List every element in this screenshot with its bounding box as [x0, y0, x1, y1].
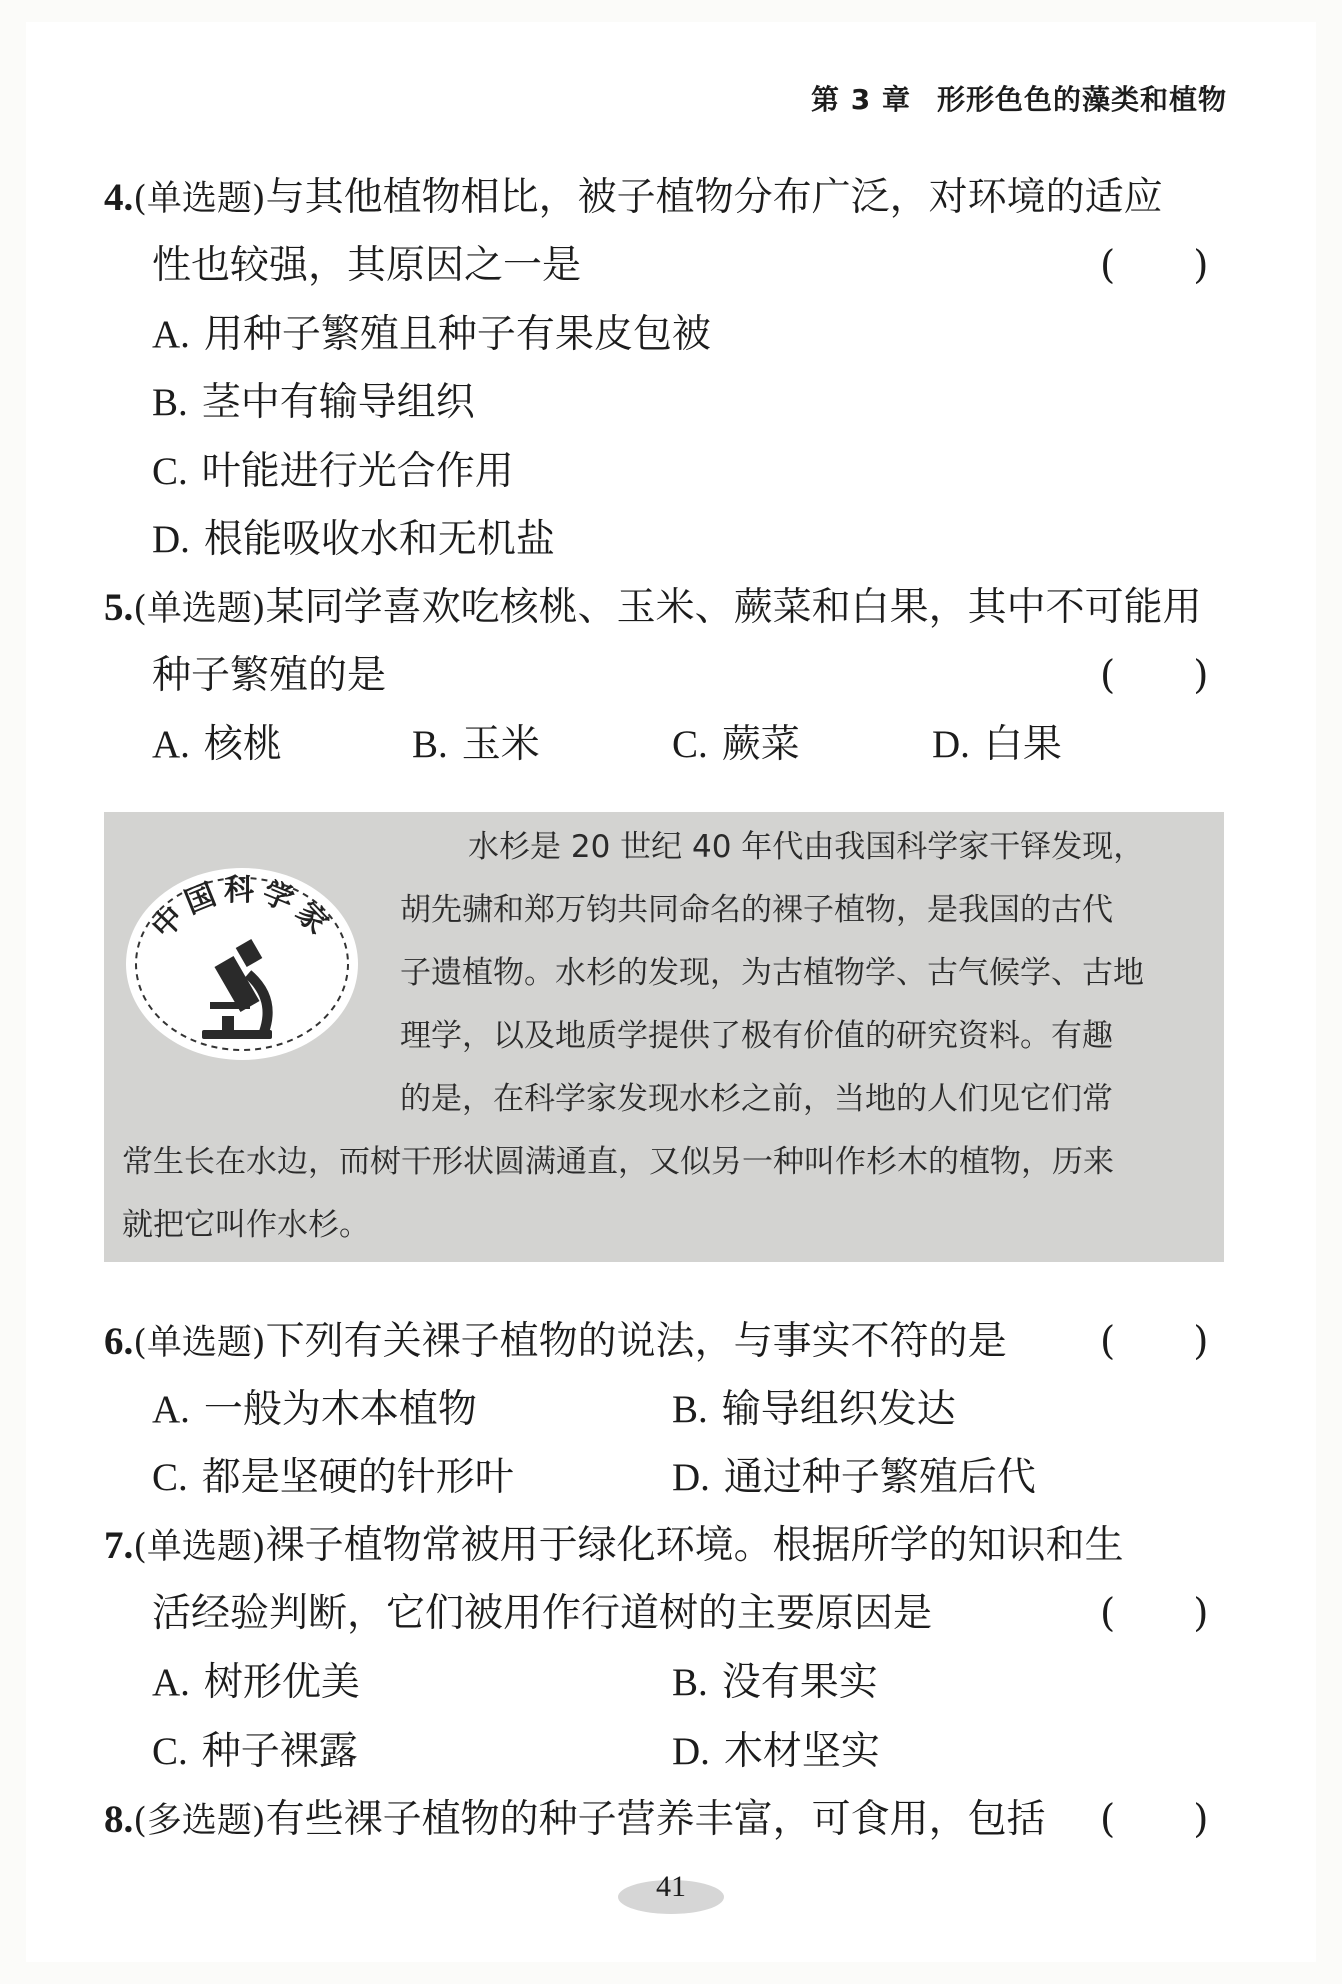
question-text-line2: 活经验判断，它们被用作行道树的主要原因是 [152, 1591, 933, 1636]
option-letter: D. [932, 723, 970, 766]
option-d [932, 722, 1062, 767]
badge-label-path: 中国科学家 [145, 873, 339, 946]
option-d [152, 517, 555, 562]
question-number: 8. [104, 1798, 134, 1841]
option-c [152, 1729, 358, 1774]
option-text: 输导组织发达 [721, 1387, 956, 1432]
answer-blank[interactable]: ( ) [1100, 1591, 1209, 1636]
chinese-scientist-badge [124, 866, 360, 1062]
question-number: 7. [104, 1524, 134, 1567]
option-letter: D. [672, 1730, 710, 1773]
option-letter: D. [672, 1456, 710, 1499]
option-b [672, 1660, 878, 1705]
option-a [152, 312, 711, 357]
chapter-title: 形形色色的藻类和植物 [936, 83, 1227, 116]
option-c [672, 722, 800, 767]
option-letter: A. [152, 723, 190, 766]
option-text: 一般为木本植物 [203, 1387, 477, 1432]
option-letter: B. [412, 723, 448, 766]
option-letter: D. [152, 518, 190, 561]
option-text: 白果 [983, 722, 1062, 767]
question-text-line1: 与其他植物相比，被子植物分布广泛，对环境的适应 [265, 175, 1163, 220]
question-type: (单选题) [133, 1527, 266, 1567]
option-d [672, 1455, 1036, 1500]
question-number: 6. [104, 1320, 134, 1363]
option-c [152, 1455, 514, 1500]
option-letter: B. [152, 381, 188, 424]
answer-blank[interactable]: ( ) [1100, 243, 1209, 288]
option-text: 茎中有输导组织 [201, 380, 475, 425]
question-type: (单选题) [133, 589, 266, 629]
question-number: 5. [104, 586, 134, 629]
option-text: 用种子繁殖且种子有果皮包被 [203, 312, 711, 357]
question-text-line2: 种子繁殖的是 [152, 653, 387, 698]
option-c [152, 449, 514, 494]
question-4 [104, 175, 1163, 220]
option-a [152, 1387, 477, 1432]
option-letter: C. [672, 723, 708, 766]
page-number [0, 1870, 1342, 1904]
question-number: 4. [104, 176, 134, 219]
info-line: 常生长在水边，而树干形状圆满通直，又似另一种叫作杉木的植物，历来 [122, 1144, 1114, 1180]
option-text: 种子裸露 [201, 1729, 358, 1774]
option-text: 核桃 [203, 722, 282, 767]
option-d [672, 1729, 880, 1774]
option-text: 蕨菜 [721, 722, 800, 767]
option-text: 根能吸收水和无机盐 [203, 517, 555, 562]
option-letter: A. [152, 1388, 190, 1431]
option-a [152, 722, 282, 767]
chapter-header [811, 78, 1227, 118]
question-text-line1: 有些裸子植物的种子营养丰富，可食用，包括 [265, 1797, 1046, 1842]
option-text: 树形优美 [203, 1660, 360, 1705]
question-text-line1: 裸子植物常被用于绿化环境。根据所学的知识和生 [265, 1523, 1124, 1568]
page-number-text: 41 [656, 1870, 686, 1903]
chapter-number: 第 3 章 [811, 83, 911, 116]
info-line: 的是，在科学家发现水杉之前，当地的人们见它们常 [400, 1081, 1113, 1117]
option-b [152, 380, 475, 425]
option-text: 通过种子繁殖后代 [723, 1455, 1036, 1500]
info-line: 子遗植物。水杉的发现，为古植物学、古气候学、古地 [400, 955, 1144, 991]
info-line: 理学，以及地质学提供了极有价值的研究资料。有趣 [400, 1018, 1113, 1054]
answer-blank[interactable]: ( ) [1100, 1319, 1209, 1364]
question-5 [104, 585, 1202, 630]
option-a [152, 1660, 360, 1705]
question-type: (单选题) [133, 179, 266, 219]
option-text: 叶能进行光合作用 [201, 449, 514, 494]
option-text: 玉米 [461, 722, 540, 767]
question-text-line2: 性也较强，其原因之一是 [152, 243, 582, 288]
question-type: (多选题) [133, 1801, 266, 1841]
question-7 [104, 1523, 1124, 1568]
option-text: 木材坚实 [723, 1729, 880, 1774]
option-letter: B. [672, 1388, 708, 1431]
option-letter: C. [152, 1456, 188, 1499]
question-type: (单选题) [133, 1323, 266, 1363]
option-letter: A. [152, 1661, 190, 1704]
question-8 [104, 1797, 1046, 1842]
option-letter: B. [672, 1661, 708, 1704]
option-b [412, 722, 540, 767]
info-line: 胡先骕和郑万钧共同命名的裸子植物，是我国的古代 [400, 892, 1113, 928]
answer-blank[interactable]: ( ) [1100, 653, 1209, 698]
option-letter: C. [152, 450, 188, 493]
option-letter: A. [152, 313, 190, 356]
question-text-line1: 某同学喜欢吃核桃、玉米、蕨菜和白果，其中不可能用 [265, 585, 1202, 630]
option-text: 都是坚硬的针形叶 [201, 1455, 514, 1500]
option-b [672, 1387, 956, 1432]
question-6 [104, 1319, 1007, 1364]
answer-blank[interactable]: ( ) [1100, 1797, 1209, 1842]
info-line: 水杉是 20 世纪 40 年代由我国科学家干铎发现， [468, 829, 1145, 865]
question-text-line1: 下列有关裸子植物的说法，与事实不符的是 [265, 1319, 1007, 1364]
info-line: 就把它叫作水杉。 [122, 1207, 370, 1243]
option-text: 没有果实 [721, 1660, 878, 1705]
option-letter: C. [152, 1730, 188, 1773]
